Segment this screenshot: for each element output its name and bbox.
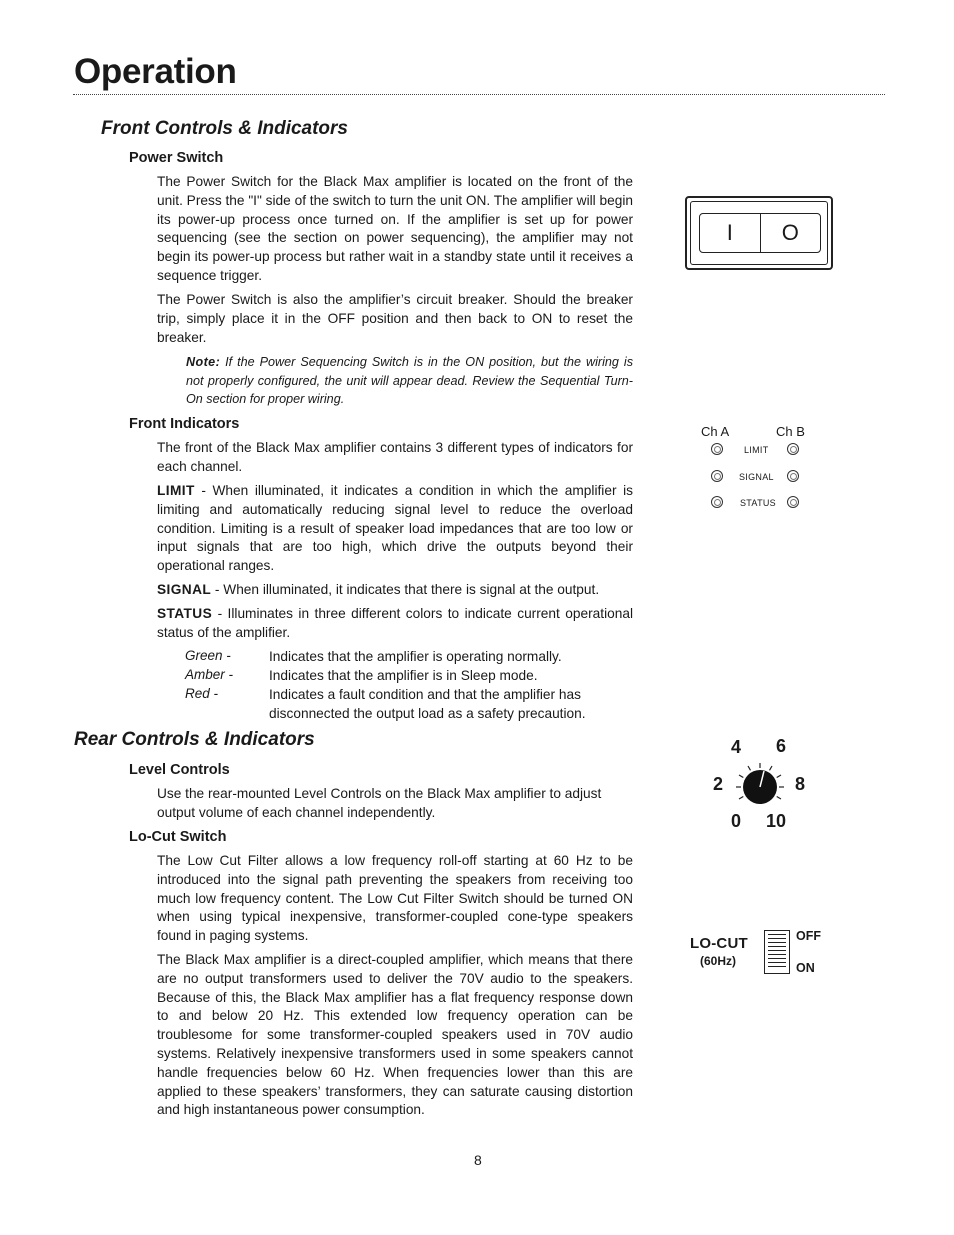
front-controls-heading: Front Controls & Indicators <box>101 118 348 139</box>
locut-on-label: ON <box>796 961 815 975</box>
locut-off-label: OFF <box>796 929 821 943</box>
page-number: 8 <box>474 1152 482 1168</box>
power-switch-paragraph-1: The Power Switch for the Black Max amplifier is located on the front of the unit. Press the "I" side of the switch to turn the unit ON. The amplifier will begin its power-up process once turned on. If the amplifier is set up for power sequencing (see the section on power sequencing), the amplifier may not begin its power-up process but rather wait in a standby state until it receives a sequence trigger. <box>157 174 633 283</box>
front-indicators-heading: Front Indicators <box>129 416 240 432</box>
limit-label: LIMIT <box>157 483 195 498</box>
status-term-amber: Amber - <box>185 667 234 682</box>
ch-a-limit-led <box>711 443 723 455</box>
level-controls-paragraph: Use the rear-mounted Level Controls on the Black Max amplifier to adjust output volume of each channel independently. <box>157 786 602 820</box>
signal-paragraph <box>157 581 633 600</box>
knob-label-0: 0 <box>731 811 742 831</box>
ch-b-limit-led <box>787 443 799 455</box>
status-label: STATUS <box>157 606 213 621</box>
ch-b-label: Ch B <box>776 424 805 439</box>
limit-paragraph <box>157 482 633 576</box>
note-text: If the Power Sequencing Switch is in the ON position, but the wiring is not properly configured, the unit will appear dead. Review the Sequential Turn-On section for proper wiring. <box>186 355 633 407</box>
power-switch-heading: Power Switch <box>129 150 224 166</box>
signal-text: - When illuminated, it indicates that there is signal at the output. <box>211 582 600 597</box>
locut-paragraph-1: The Low Cut Filter allows a low frequency roll-off starting at 60 Hz to be introduced into the signal path preventing the speakers from receiving too much low frequency content. The Low Cut Filter Switch should be turned ON when using typical inexpensive, transformer-coupled cone-type speakers found in paging systems. <box>157 853 633 944</box>
power-switch-figure <box>685 196 833 270</box>
rear-controls-heading: Rear Controls & Indicators <box>74 729 315 750</box>
switch-on-side <box>700 214 761 252</box>
note-label: Note: <box>186 355 221 369</box>
status-paragraph <box>157 605 633 643</box>
signal-label: SIGNAL <box>157 582 212 597</box>
limit-led-label: LIMIT <box>744 445 769 455</box>
level-knob-icon <box>732 760 788 810</box>
status-desc-amber: Indicates that the amplifier is in Sleep mode. <box>269 668 538 683</box>
knob-label-8: 8 <box>795 774 806 794</box>
ch-b-signal-led <box>787 470 799 482</box>
status-desc-green: Indicates that the amplifier is operating normally. <box>269 649 562 664</box>
locut-figure-sublabel: (60Hz) <box>700 954 737 968</box>
status-led-label: STATUS <box>740 498 776 508</box>
locut-figure-label: LO-CUT <box>690 935 748 952</box>
switch-on-symbol: I <box>726 220 733 245</box>
knob-label-4: 4 <box>731 737 742 757</box>
front-indicators-paragraph: The front of the Black Max amplifier contains 3 different types of indicators for each channel. <box>157 440 633 474</box>
power-switch-note <box>186 353 633 409</box>
status-term-green: Green - <box>185 648 231 663</box>
status-desc-red: Indicates a fault condition and that the amplifier has disconnected the output load as a safety precaution. <box>269 687 586 721</box>
switch-off-symbol: O <box>781 220 799 245</box>
power-switch-paragraph-2: The Power Switch is also the amplifier’s circuit breaker. Should the breaker trip, simply place it in the OFF position and then back to ON to reset the breaker. <box>157 292 633 345</box>
locut-switch-heading: Lo-Cut Switch <box>129 829 227 845</box>
status-text: - Illuminates in three different colors to indicate current operational status of the amplifier. <box>157 606 633 640</box>
ch-a-signal-led <box>711 470 723 482</box>
knob-label-6: 6 <box>776 736 787 756</box>
limit-text: - When illuminated, it indicates a condition in which the amplifier is limiting and automatically reducing signal level to reduce the overload condition. Limiting is a result of speaker load impedances that are too low or input signals that are too high, which drive the outputs beyond their operational ranges. <box>157 483 633 574</box>
ch-a-label: Ch A <box>701 424 730 439</box>
ch-b-status-led <box>787 496 799 508</box>
page-title: Operation <box>74 52 237 91</box>
status-term-red: Red - <box>185 686 219 701</box>
locut-slide-switch <box>764 930 790 974</box>
knob-label-10: 10 <box>766 811 787 831</box>
knob-label-2: 2 <box>713 774 724 794</box>
locut-slider-knob <box>768 934 786 970</box>
ch-a-status-led <box>711 496 723 508</box>
level-controls-heading: Level Controls <box>129 762 230 778</box>
switch-off-side <box>761 214 821 252</box>
locut-paragraph-2: The Black Max amplifier is a direct-coupled amplifier, which means that there are no output transformers used to deliver the 70V audio to the speakers. Because of this, the Black Max amplifier has a flat frequency response down to and below 20 Hz. This extended low frequency operation can be troublesome for some transformer-coupled speakers used in 70V audio systems. Relatively inexpensive transformers used in some speakers cannot handle frequencies below 60 Hz. When frequencies lower than this are applied to these speakers’ transformers, they can saturate causing distortion and high instantaneous power consumption. <box>157 952 633 1118</box>
signal-led-label: SIGNAL <box>739 472 774 482</box>
title-divider <box>73 94 885 95</box>
